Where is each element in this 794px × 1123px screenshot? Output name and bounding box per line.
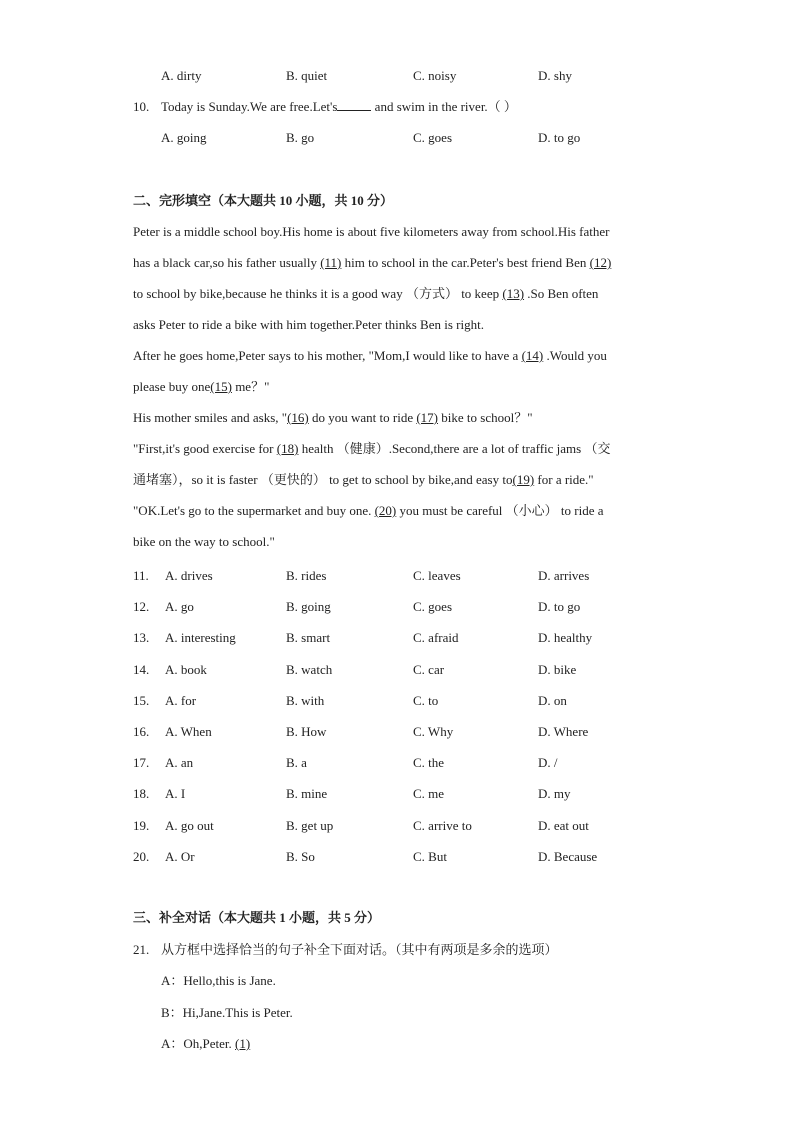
passage-text: After he goes home,Peter says to his mother, "Mom,I would like to have a: [133, 348, 522, 363]
option-choice[interactable]: B. with: [286, 692, 325, 708]
option-choice[interactable]: C. goes: [413, 599, 452, 615]
option-choice[interactable]: D. /: [538, 755, 558, 771]
question-number: 15.: [133, 692, 150, 708]
speaker-label: A：: [161, 1036, 184, 1051]
option-choice[interactable]: B. smart: [286, 630, 331, 646]
blank-marker: (15): [210, 379, 232, 394]
option-choice[interactable]: D. eat out: [538, 817, 589, 833]
passage-text: do you want to ride: [308, 410, 417, 425]
option-choice[interactable]: C. arrive to: [413, 817, 472, 833]
option-choice[interactable]: A. I: [165, 786, 186, 802]
passage-line: [133, 346, 607, 366]
question-21-prompt: 从方框中选择恰当的句子补全下面对话。（其中有两项是多余的选项）: [161, 942, 558, 957]
passage-line: [133, 253, 611, 273]
section-2-title: 二、完形填空（本大题共 10 小题，共 10 分）: [133, 193, 394, 208]
option-choice[interactable]: A. go: [165, 599, 194, 615]
question-number: 17.: [133, 755, 150, 771]
section-3-title: 三、补全对话（本大题共 1 小题，共 5 分）: [133, 910, 381, 925]
option-choice[interactable]: A. an: [165, 755, 194, 771]
option-choice[interactable]: C. car: [413, 661, 445, 677]
passage-text: His mother smiles and asks, ": [133, 410, 288, 425]
option-choice[interactable]: B. How: [286, 724, 327, 739]
passage-text: please buy one: [133, 379, 211, 394]
option-choice[interactable]: C. Why: [413, 724, 454, 739]
option-choice[interactable]: A. drives: [165, 568, 213, 583]
option-choice[interactable]: C. afraid: [413, 630, 459, 646]
option-choice[interactable]: A. When: [165, 724, 212, 739]
question-number: 14.: [133, 661, 150, 677]
dialogue-line: [161, 1003, 293, 1023]
dialogue-text: Oh,Peter.: [183, 1036, 236, 1051]
option-choice[interactable]: C. goes: [413, 130, 452, 145]
passage-text: bike on the way to school.": [133, 534, 275, 549]
option-choice[interactable]: C. leaves: [413, 568, 461, 583]
passage-line: [133, 470, 594, 490]
blank-marker: (19): [512, 472, 535, 487]
option-choice[interactable]: B. quiet: [286, 68, 328, 83]
option-choice[interactable]: A. dirty: [161, 68, 202, 83]
passage-text: has a black car,so his father usually: [133, 255, 321, 270]
question-text: and swim in the river.（ ）: [374, 99, 517, 114]
speaker-label: B：: [161, 1004, 183, 1020]
option-choice[interactable]: A. Or: [165, 848, 195, 864]
question-number: 21.: [133, 942, 150, 957]
question-number: 12.: [133, 599, 150, 615]
option-choice[interactable]: B. rides: [286, 568, 327, 583]
question-10-stem: [161, 97, 517, 117]
passage-line: [133, 284, 598, 304]
blank-marker: (1): [235, 1036, 251, 1051]
question-number: 19.: [133, 817, 150, 833]
question-number: 11.: [133, 568, 149, 583]
blank-marker: (14): [521, 348, 544, 363]
passage-text: asks Peter to ride a bike with him together.Peter thinks Ben is right.: [133, 317, 484, 332]
blank-marker: (13): [502, 286, 525, 301]
option-choice[interactable]: D. healthy: [538, 630, 593, 646]
option-choice[interactable]: D. my: [538, 786, 571, 802]
option-choice[interactable]: C. the: [413, 755, 445, 771]
option-choice[interactable]: A. going: [161, 130, 207, 145]
question-number: 16.: [133, 724, 150, 739]
option-choice[interactable]: A. go out: [165, 817, 214, 833]
option-choice[interactable]: D. on: [538, 692, 567, 708]
passage-text: me？": [231, 379, 270, 394]
passage-line: [133, 315, 484, 335]
passage-line: [133, 408, 533, 428]
blank-marker: (20): [374, 503, 397, 518]
option-choice[interactable]: A. interesting: [165, 630, 236, 646]
option-choice[interactable]: B. get up: [286, 817, 334, 833]
option-choice[interactable]: B. watch: [286, 661, 333, 677]
passage-text: him to school in the car.Peter's best friend Ben: [341, 255, 590, 270]
passage-line: [133, 439, 610, 459]
option-choice[interactable]: C. me: [413, 786, 445, 802]
dialogue-line: [161, 1034, 250, 1054]
blank-marker: (18): [276, 441, 299, 456]
passage-text: to school by bike,because he thinks it is a good way （方式） to keep: [133, 286, 503, 301]
answer-blank: [337, 98, 371, 111]
question-number: 13.: [133, 630, 150, 646]
option-choice[interactable]: D. shy: [538, 68, 572, 83]
passage-line: [133, 532, 275, 552]
option-choice[interactable]: C. But: [413, 848, 447, 864]
option-choice[interactable]: D. bike: [538, 661, 577, 677]
option-choice[interactable]: B. a: [286, 755, 307, 771]
blank-marker: (12): [589, 255, 612, 270]
passage-text: "OK.Let's go to the supermarket and buy one.: [133, 503, 375, 518]
option-choice[interactable]: D. Where: [538, 724, 589, 739]
passage-text: Peter is a middle school boy.His home is about five kilometers away from school.His father: [133, 224, 610, 239]
speaker-label: A：: [161, 973, 184, 988]
passage-text: bike to school？": [438, 410, 533, 425]
option-choice[interactable]: D. Because: [538, 848, 598, 864]
option-choice[interactable]: B. go: [286, 130, 315, 145]
passage-line: [133, 377, 269, 397]
question-text: Today is Sunday.We are free.Let's: [161, 99, 338, 114]
option-choice[interactable]: D. to go: [538, 130, 581, 145]
question-number: 10.: [133, 99, 150, 114]
option-choice[interactable]: B. mine: [286, 786, 328, 802]
passage-text: health （健康）.Second,there are a lot of traffic jams （交: [298, 441, 611, 456]
passage-text: .Would you: [543, 348, 607, 363]
passage-line: [133, 501, 604, 521]
option-choice[interactable]: C. to: [413, 692, 439, 708]
passage-text: 通堵塞），so it is faster （更快的） to get to school by bike,and easy to: [133, 472, 513, 487]
option-choice[interactable]: D. to go: [538, 599, 581, 615]
blank-marker: (17): [416, 410, 439, 425]
option-choice[interactable]: B. going: [286, 599, 331, 615]
question-number: 20.: [133, 848, 150, 864]
option-choice[interactable]: A. book: [165, 661, 207, 677]
passage-text: "First,it's good exercise for: [133, 441, 277, 456]
passage-line: [133, 222, 609, 242]
passage-text: for a ride.": [534, 472, 594, 487]
option-choice[interactable]: A. for: [165, 692, 197, 708]
blank-marker: (16): [287, 410, 309, 425]
dialogue-text: Hello,this is Jane.: [183, 973, 276, 988]
passage-text: you must be careful （小心） to ride a: [396, 503, 604, 518]
blank-marker: (11): [320, 255, 342, 270]
dialogue-line: [161, 971, 276, 991]
option-choice[interactable]: B. So: [286, 848, 315, 864]
option-choice[interactable]: C. noisy: [413, 68, 457, 83]
dialogue-text: Hi,Jane.This is Peter.: [182, 1004, 293, 1020]
passage-text: .So Ben often: [524, 286, 599, 301]
question-number: 18.: [133, 786, 150, 802]
option-choice[interactable]: D. arrives: [538, 568, 590, 583]
